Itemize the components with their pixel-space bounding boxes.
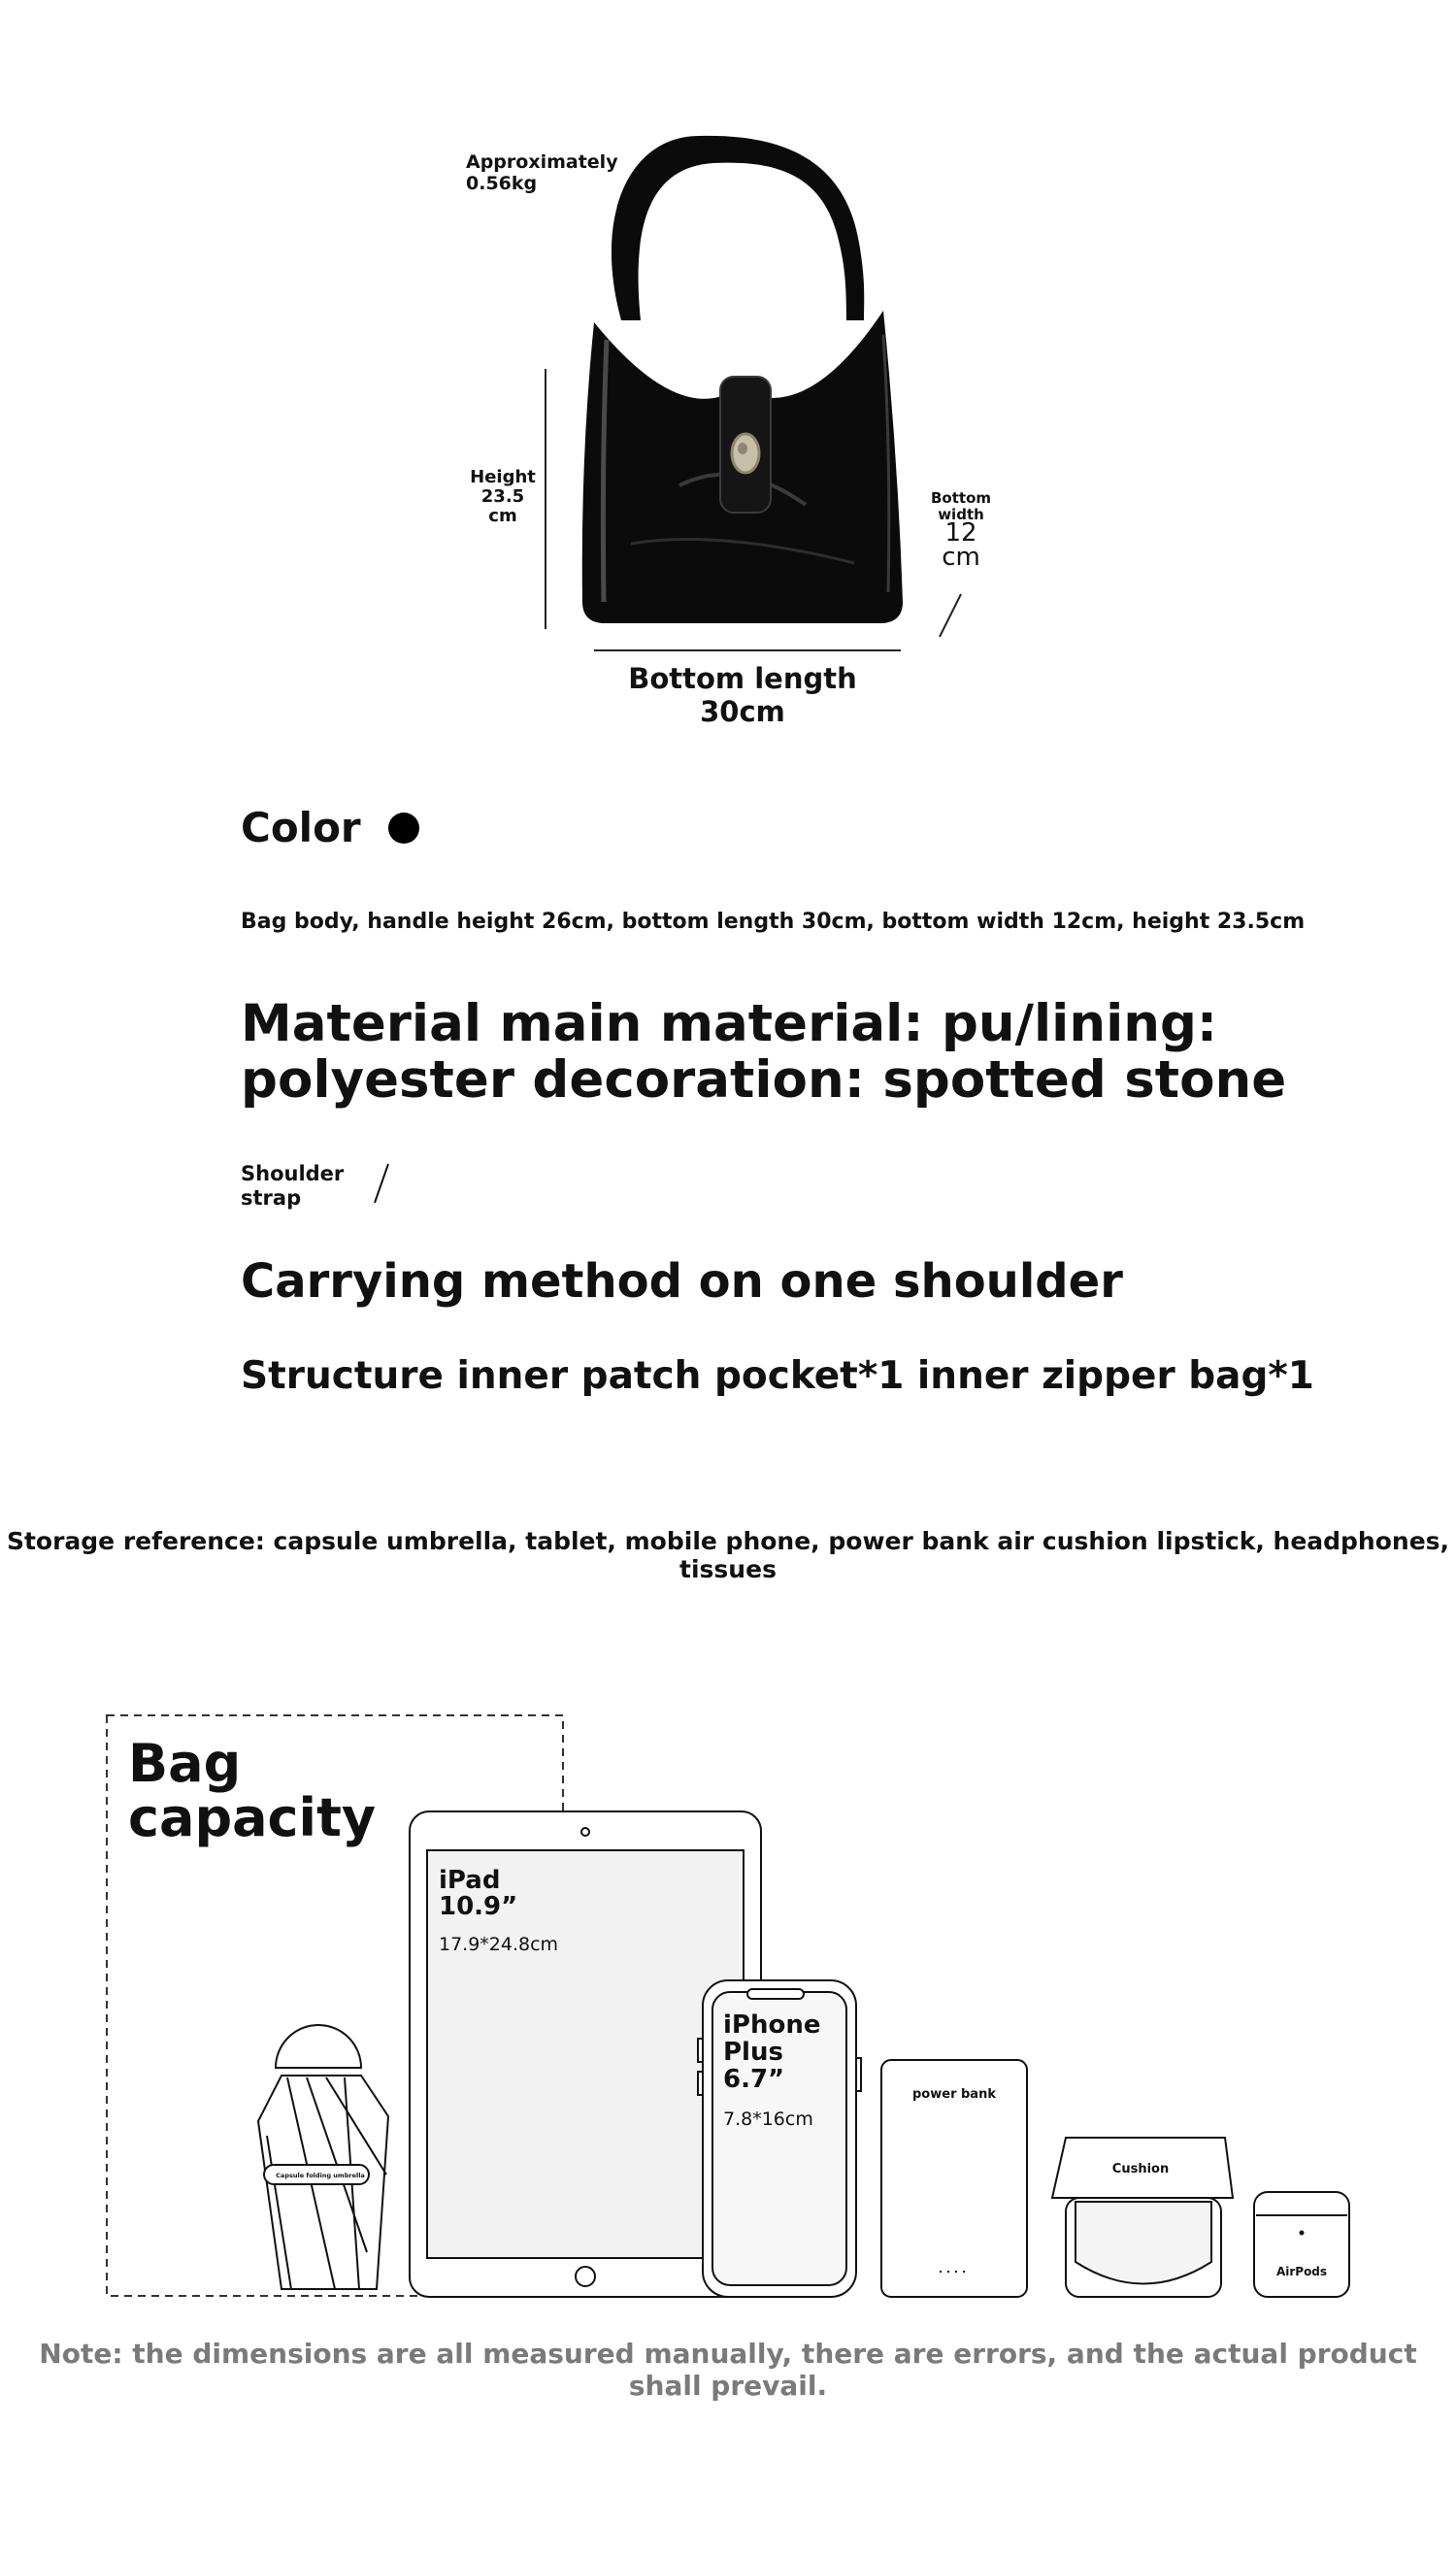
shoulder-bag-image <box>582 136 903 623</box>
bag-capacity-title: Bag capacity <box>128 1733 377 1848</box>
storage-reference: Storage reference: capsule umbrella, tablet, mobile phone, power bank air cushion lipstick, headphones, tissues <box>6 1527 1450 1583</box>
material-spec: Material main material: pu/lining: polyester decoration: spotted stone <box>241 994 1287 1110</box>
bottom-width-label: Bottom width <box>930 489 991 523</box>
weight-label: Approximately 0.56kg <box>466 151 618 194</box>
color-row <box>241 804 419 851</box>
umbrella-label: Capsule folding umbrella <box>276 2172 365 2179</box>
cushion-label: Cushion <box>1111 2162 1170 2176</box>
color-swatch <box>388 813 419 844</box>
structure-spec: Structure inner patch pocket*1 inner zipper bag*1 <box>241 1354 1314 1398</box>
disclaimer-note: Note: the dimensions are all measured manually, there are errors, and the actual product shall prevail. <box>39 2338 1417 2402</box>
color-label: Color <box>241 804 361 851</box>
product-figure <box>0 0 1456 738</box>
dimension-spec: Bag body, handle height 26cm, bottom length 30cm, bottom width 12cm, height 23.5cm <box>241 910 1306 934</box>
iphone-name: iPhone Plus 6.7” <box>723 2010 821 2094</box>
airpods-icon <box>1254 2192 1349 2297</box>
slash-icon <box>359 1160 398 1207</box>
shoulder-strap-label: Shoulder strap <box>241 1162 345 1210</box>
bottom-length-label: Bottom length 30cm <box>628 662 857 728</box>
width-dimension-line <box>940 594 961 637</box>
umbrella-icon <box>258 2025 388 2289</box>
iphone-size: 7.8*16cm <box>723 2109 813 2130</box>
airpods-label: AirPods <box>1275 2265 1328 2278</box>
height-label: Height 23.5 cm <box>470 467 536 526</box>
ipad-size: 17.9*24.8cm <box>439 1934 559 1955</box>
ipad-name: iPad 10.9” <box>439 1866 518 1921</box>
bottom-width-value: 12 cm <box>942 518 980 572</box>
carrying-method: Carrying method on one shoulder <box>241 1254 1123 1309</box>
power-bank-label: power bank <box>912 2087 996 2102</box>
